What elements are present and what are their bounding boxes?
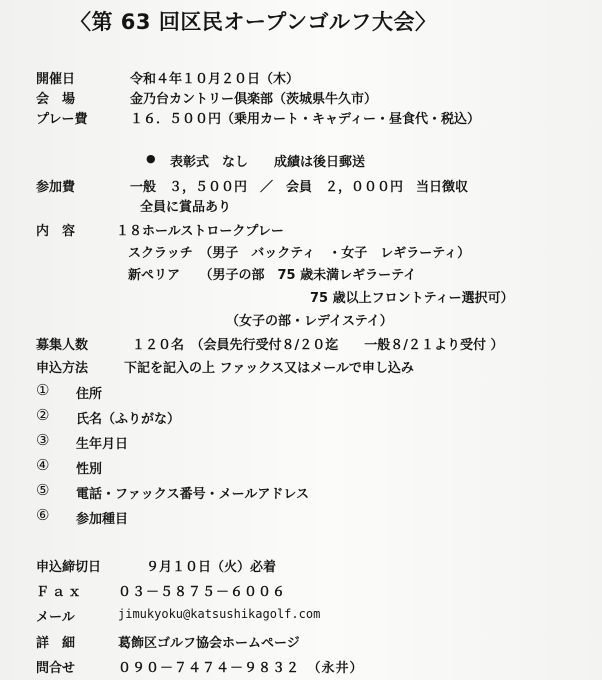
entry-fee-note: 全員に賞品あり bbox=[140, 200, 232, 215]
item-number: ④ bbox=[36, 456, 50, 474]
content-line: １８ホールストロークプレー bbox=[116, 224, 284, 239]
contact-label: 問合せ bbox=[36, 661, 76, 676]
award-note: 表彰式 なし 成績は後日郵送 bbox=[170, 155, 366, 170]
play-fee-value: １６．５００円（乗用カート・キャディー・昼食代・税込） bbox=[130, 112, 480, 127]
mail-label: メール bbox=[36, 610, 75, 625]
fax-label: Ｆａｘ bbox=[36, 585, 85, 600]
item-number: ③ bbox=[36, 431, 50, 449]
detail-label: 詳 細 bbox=[36, 636, 76, 651]
content-label: 内 容 bbox=[36, 224, 76, 239]
apply-method-value: 下記を記入の上 ファックス又はメールで申し込み bbox=[124, 361, 414, 376]
venue-value: 金乃台カントリー倶楽部（茨城県牛久市） bbox=[130, 92, 378, 107]
content-line: （女子の部・レデイステイ） bbox=[226, 314, 393, 329]
item-number: ② bbox=[36, 406, 50, 424]
venue-label: 会 場 bbox=[36, 92, 76, 107]
date-value: 令和４年１０月２０日（木） bbox=[130, 72, 300, 87]
entry-fee-label: 参加費 bbox=[36, 180, 76, 195]
page-title: 〈第 63 回区民オープンゴルフ大会〉 bbox=[70, 10, 437, 34]
bullet-icon: ● bbox=[146, 152, 156, 165]
entry-fee-value: 一般 ３，５００円 ／ 会員 ２，０００円 当日徴収 bbox=[130, 180, 469, 195]
fax-value: ０３－５８７５－６００６ bbox=[118, 585, 287, 600]
content-line: スクラッチ （男子 バックティ ・女子 レギラーティ） bbox=[128, 246, 471, 261]
apply-method-label: 申込方法 bbox=[36, 361, 89, 376]
deadline-value: ９月１０日（火）必着 bbox=[146, 560, 277, 575]
item-text: 氏名（ふりがな） bbox=[76, 412, 181, 427]
item-number: ① bbox=[36, 381, 50, 399]
deadline-label: 申込締切日 bbox=[36, 560, 102, 575]
item-number: ⑤ bbox=[36, 481, 50, 499]
item-text: 電話・ファックス番号・メールアドレス bbox=[76, 487, 309, 502]
date-label: 開催日 bbox=[36, 72, 76, 87]
capacity-label: 募集人数 bbox=[36, 338, 89, 353]
detail-value: 葛飾区ゴルフ協会ホームページ bbox=[118, 636, 300, 651]
item-text: 生年月日 bbox=[76, 437, 129, 452]
item-number: ⑥ bbox=[36, 506, 50, 524]
mail-value: jimukyoku@katsushikagolf.com bbox=[118, 607, 321, 621]
capacity-value: １２０名 （会員先行受付８/２０迄 一般８/２１より受付 ） bbox=[132, 338, 504, 353]
content-line: 75 歳以上フロントティー選択可） bbox=[310, 291, 514, 306]
item-text: 住所 bbox=[76, 387, 103, 402]
play-fee-label: プレー費 bbox=[36, 112, 88, 127]
content-line: 新ペリア （男子の部 75 歳未満レギラーテイ bbox=[128, 268, 417, 283]
contact-value: ０９０－７４７４－９８３２ （永井） bbox=[118, 661, 364, 676]
item-text: 性別 bbox=[76, 462, 103, 477]
item-text: 参加種目 bbox=[76, 512, 129, 527]
